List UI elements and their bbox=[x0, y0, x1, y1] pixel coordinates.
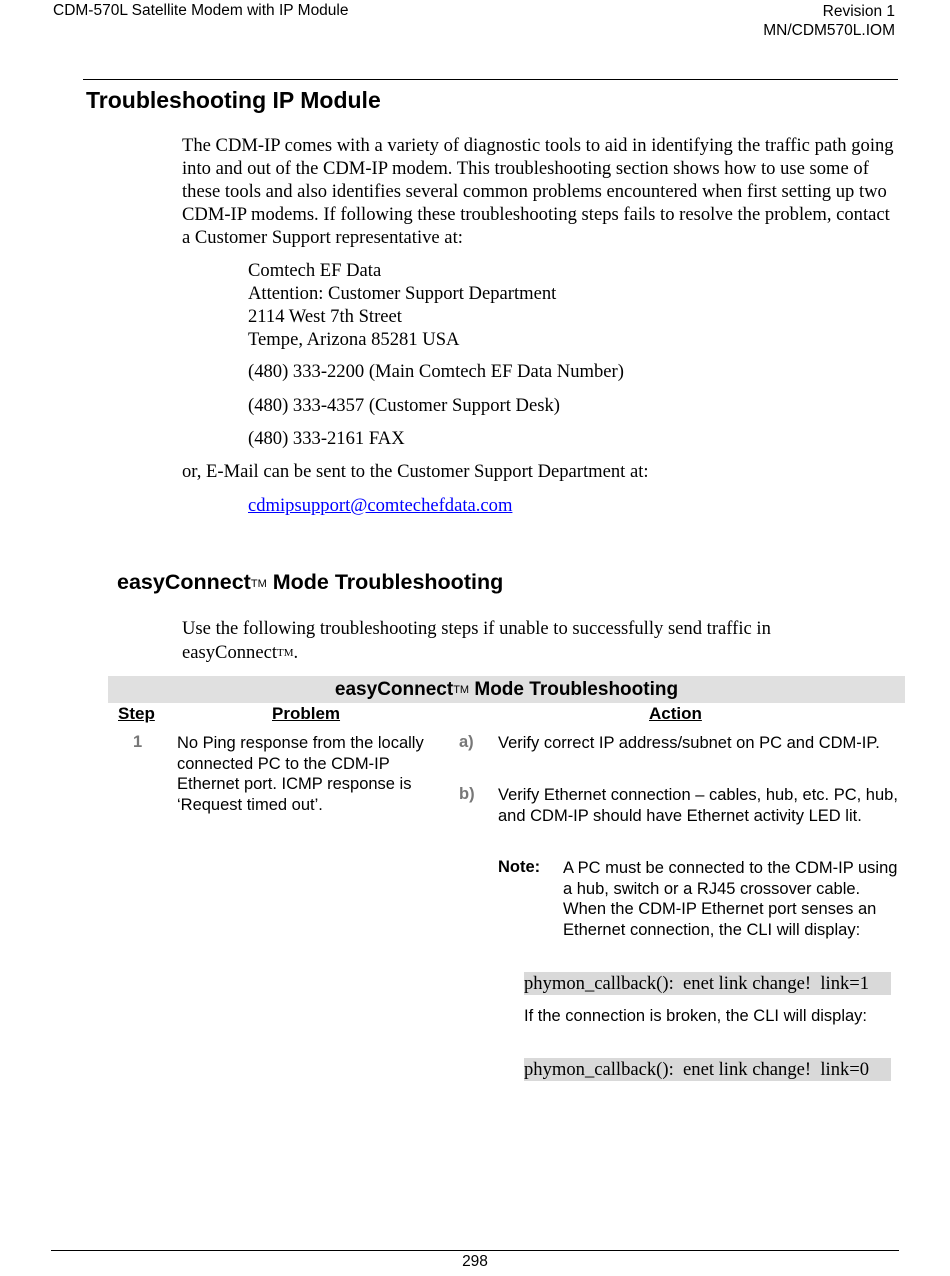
address-city: Tempe, Arizona 85281 USA bbox=[248, 329, 460, 350]
column-header-problem: Problem bbox=[272, 704, 341, 723]
cli-output-link-down: phymon_callback(): enet link change! link=0 bbox=[524, 1058, 891, 1081]
manual-number: MN/CDM570L.IOM bbox=[763, 22, 895, 39]
note-text: A PC must be connected to the CDM-IP using a hub, switch or a RJ45 crossover cable. When the CDM-IP Ethernet port senses an Ethernet connection, the CLI will display: bbox=[563, 859, 898, 939]
cli-broken-text: If the connection is broken, the CLI will display: bbox=[524, 1007, 868, 1025]
subsection-intro-paragraph bbox=[182, 617, 898, 665]
page-number: 298 bbox=[462, 1253, 488, 1270]
step-number: 1 bbox=[133, 733, 143, 751]
email-intro-text: or, E-Mail can be sent to the Customer Support Department at: bbox=[182, 461, 649, 482]
subsection-intro-line1: Use the following troubleshooting steps if unable to successfully send traffic in bbox=[182, 618, 771, 639]
subsection-heading-suffix: Mode Troubleshooting bbox=[266, 570, 504, 594]
trademark-symbol: TM bbox=[453, 684, 470, 696]
address-attention: Attention: Customer Support Department bbox=[248, 283, 557, 304]
address-street: 2114 West 7th Street bbox=[248, 306, 402, 327]
trademark-symbol: TM bbox=[277, 647, 294, 659]
header-divider bbox=[83, 79, 898, 80]
support-address bbox=[248, 259, 556, 351]
subsection-intro-line2: easyConnectTM. bbox=[182, 642, 299, 663]
table-title: easyConnectTM Mode Troubleshooting bbox=[108, 676, 905, 703]
column-header-step: Step bbox=[118, 704, 155, 723]
section-intro-paragraph: The CDM-IP comes with a variety of diagnostic tools to aid in identifying the traffic path going into and out of the CDM-IP modem. This troubleshooting section shows how to use some of these tools and also identifies several common problems encountered when first setting up two CDM-IP modems. If following these troubleshooting steps fails to resolve the problem, contact a Customer Support representative at: bbox=[182, 135, 894, 248]
cli-output-link-up: phymon_callback(): enet link change! link=1 bbox=[524, 972, 891, 995]
note-label: Note: bbox=[498, 858, 541, 876]
footer-divider bbox=[51, 1250, 899, 1251]
subsection-heading-prefix: easyConnect bbox=[117, 570, 251, 594]
phone-main: (480) 333-2200 (Main Comtech EF Data Number) bbox=[248, 361, 624, 382]
support-email-link[interactable]: cdmipsupport@comtechefdata.com bbox=[248, 495, 513, 516]
phone-support: (480) 333-4357 (Customer Support Desk) bbox=[248, 395, 560, 416]
action-text: Verify correct IP address/subnet on PC and CDM-IP. bbox=[498, 734, 880, 752]
problem-text: No Ping response from the locally connected PC to the CDM-IP Ethernet port. ICMP response is ‘Request timed out’. bbox=[177, 734, 424, 814]
action-letter: b) bbox=[459, 785, 475, 803]
trademark-symbol: TM bbox=[250, 578, 267, 590]
document-header-revision bbox=[763, 2, 895, 40]
action-letter: a) bbox=[459, 733, 474, 751]
document-header-title: CDM-570L Satellite Modem with IP Module bbox=[53, 2, 349, 19]
revision-label: Revision 1 bbox=[822, 3, 895, 20]
subsection-heading bbox=[117, 570, 503, 595]
section-heading: Troubleshooting IP Module bbox=[86, 87, 381, 113]
action-text: Verify Ethernet connection – cables, hub, etc. PC, hub, and CDM-IP should have Ethernet activity LED lit. bbox=[498, 786, 898, 825]
phone-fax: (480) 333-2161 FAX bbox=[248, 428, 405, 449]
column-header-action: Action bbox=[649, 704, 702, 723]
address-company: Comtech EF Data bbox=[248, 260, 382, 281]
